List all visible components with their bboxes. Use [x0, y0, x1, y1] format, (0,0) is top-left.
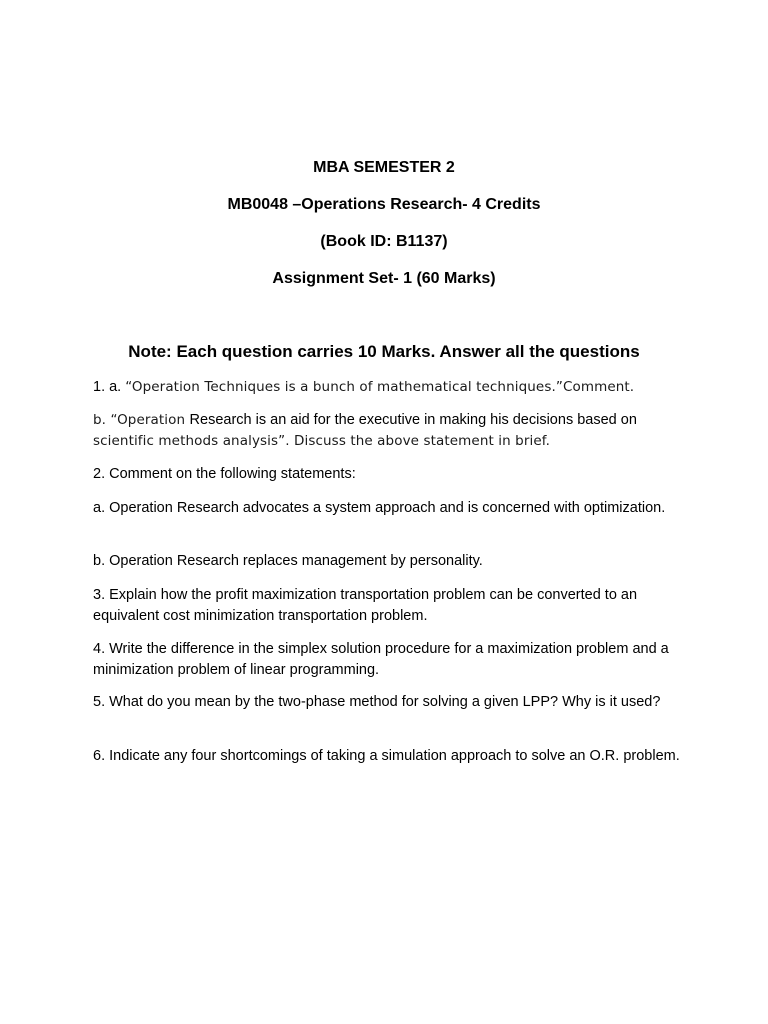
question-1b — [93, 410, 683, 452]
question-1a — [93, 377, 683, 398]
question-2a: a. Operation Research advocates a system approach and is concerned with optimization. — [93, 500, 666, 516]
question-1b-middle: Research is an aid for the executive in making his decisions based on — [189, 412, 637, 428]
question-1b-prefix: b. “Operation — [93, 412, 190, 428]
question-1a-text: “Operation Techniques is a bunch of mathematical techniques.”Comment. — [125, 379, 635, 395]
question-2b: b. Operation Research replaces management by personality. — [93, 553, 483, 569]
course-heading: MB0048 –Operations Research- 4 Credits — [227, 196, 541, 213]
question-1b-suffix: scientific methods analysis”. Discuss the above statement in brief. — [93, 433, 551, 449]
question-3: 3. Explain how the profit maximization transportation problem can be converted to an equivalent cost minimization transportation problem. — [93, 587, 638, 624]
question-2: 2. Comment on the following statements: — [93, 466, 356, 482]
question-1a-number: 1. a. — [93, 379, 126, 395]
note-line: Note: Each question carries 10 Marks. Answer all the questions — [128, 342, 640, 361]
question-6: 6. Indicate any four shortcomings of taking a simulation approach to solve an O.R. problem. — [93, 748, 680, 764]
question-4: 4. Write the difference in the simplex solution procedure for a maximization problem and a minimization problem of linear programming. — [93, 641, 669, 678]
semester-heading: MBA SEMESTER 2 — [313, 159, 455, 176]
assignment-heading: Assignment Set- 1 (60 Marks) — [272, 270, 496, 287]
book-id-heading: (Book ID: B1137) — [320, 233, 448, 250]
question-5: 5. What do you mean by the two-phase method for solving a given LPP? Why is it used? — [93, 694, 661, 710]
